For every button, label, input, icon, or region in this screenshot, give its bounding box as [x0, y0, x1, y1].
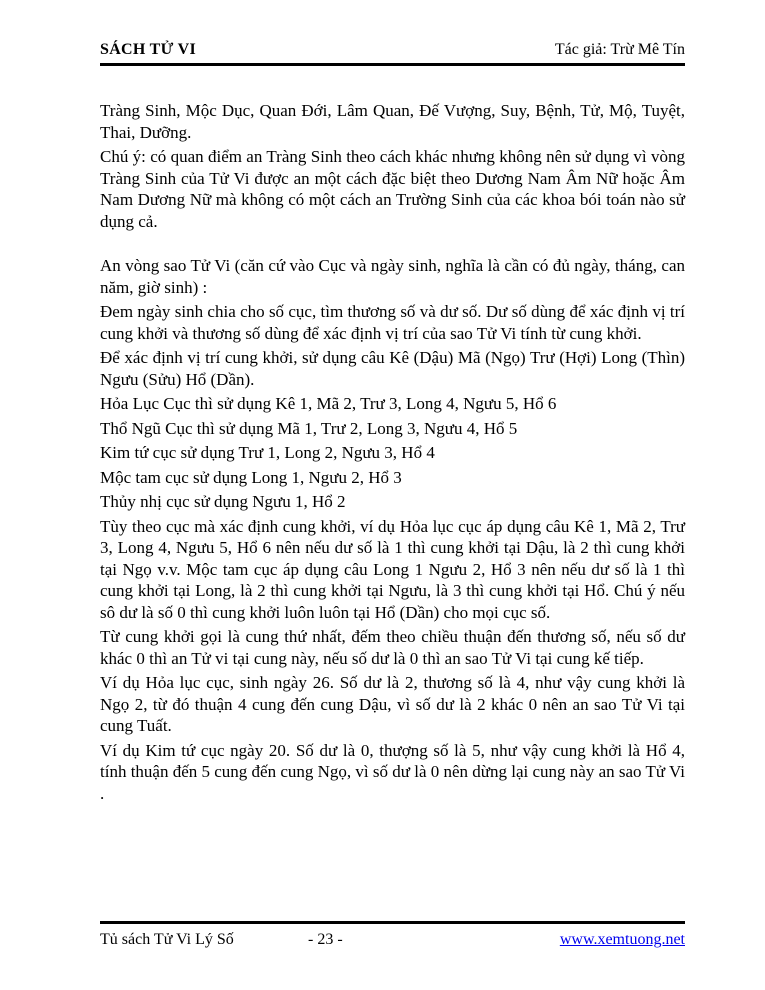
paragraph: Ví dụ Kim tứ cục ngày 20. Số dư là 0, thượng số là 5, như vậy cung khởi là Hổ 4, tính thuận đến 5 cung đến cung Ngọ, vì số dư là 0 nên dừng lại cung này an sao Tử Vi .	[100, 740, 686, 803]
paragraph: Thổ Ngũ Cục thì sử dụng Mã 1, Trư 2, Long 3, Ngưu 4, Hổ 5	[100, 418, 518, 438]
footer-page-number: - 23 -	[308, 931, 343, 948]
footer-website-link[interactable]: www.xemtuong.net	[559, 931, 685, 948]
paragraph: Thủy nhị cục sử dụng Ngưu 1, Hổ 2	[100, 492, 346, 511]
page-header	[100, 40, 685, 66]
paragraph: Chú ý: có quan điểm an Tràng Sinh theo cách khác nhưng không nên sử dụng vì vòng Tràng Sinh của Tử Vi được an một cách đặc biệt theo Dương Nam Âm Nữ hoặc Âm Nam Dương Nữ mà không có một cách an Trường Sinh của các khoa bói toán nào sử dụng cả.	[100, 147, 685, 231]
paragraph: Đem ngày sinh chia cho số cục, tìm thương số và dư số. Dư số dùng để xác định vị trí cung khởi và thương số dùng để xác định vị trí của sao Tử Vi tính từ cung khởi.	[100, 302, 685, 343]
footer-row	[100, 930, 685, 949]
paragraph: Để xác định vị trí cung khởi, sử dụng câu Kê (Dậu) Mã (Ngọ) Trư (Hợi) Long (Thìn) Ngưu (Sửu) Hổ (Dần).	[100, 348, 685, 389]
paragraph: Từ cung khởi gọi là cung thứ nhất, đếm theo chiều thuận đến thương số, nếu số dư khác 0 thì an Tử vi tại cung này, nếu số dư là 0 thì an sao Tử Vi tại cung kế tiếp.	[100, 627, 685, 668]
header-book-title: SÁCH TỬ VI	[100, 41, 197, 58]
footer-series-title: Tủ sách Tử Vi Lý Số	[100, 931, 234, 948]
page-body	[100, 100, 685, 807]
paragraph: Tùy theo cục mà xác định cung khởi, ví dụ Hỏa lục cục áp dụng câu Kê 1, Mã 2, Trư 3, Long 4, Ngưu 5, Hổ 6 nên nếu dư số là 1 thì cung khởi tại Dậu, là 2 thì cung khởi tại Ngọ v.v. Mộc tam cục áp dụng câu Long 1 Ngưu 2, Hổ 3 nên nếu dư số là 1 thì cung khởi tại Long, là 2 thì cung khởi tại Ngưu, là 3 thì cung khởi tại Hổ. Chú ý nếu sô dư là số 0 thì cung khởi luôn luôn tại Hổ (Dần) cho mọi cục số.	[100, 516, 685, 622]
paragraph: Hỏa Lục Cục thì sử dụng Kê 1, Mã 2, Trư 3, Long 4, Ngưu 5, Hổ 6	[100, 394, 557, 413]
header-author: Tác giả: Trừ Mê Tín	[554, 41, 685, 58]
paragraph: Tràng Sinh, Mộc Dục, Quan Đới, Lâm Quan, Đế Vượng, Suy, Bệnh, Tử, Mộ, Tuyệt, Thai, Dưỡng.	[100, 101, 685, 142]
paragraph: Mộc tam cục sử dụng Long 1, Ngưu 2, Hổ 3	[100, 467, 402, 487]
paragraph: An vòng sao Tử Vi (căn cứ vào Cục và ngày sinh, nghĩa là cần có đủ ngày, tháng, can năm, giờ sinh) :	[100, 256, 685, 297]
paragraph: Ví dụ Hỏa lục cục, sinh ngày 26. Số dư là 2, thương số là 4, như vậy cung khởi là Ngọ 2, từ đó thuận 4 cung đến cung Dậu, vì số dư là 2 khác 0 nên an sao Tử Vi tại cung Tuất.	[100, 673, 685, 735]
paragraph: Kim tứ cục sử dụng Trư 1, Long 2, Ngưu 3, Hổ 4	[100, 443, 435, 462]
page-footer	[100, 921, 685, 949]
